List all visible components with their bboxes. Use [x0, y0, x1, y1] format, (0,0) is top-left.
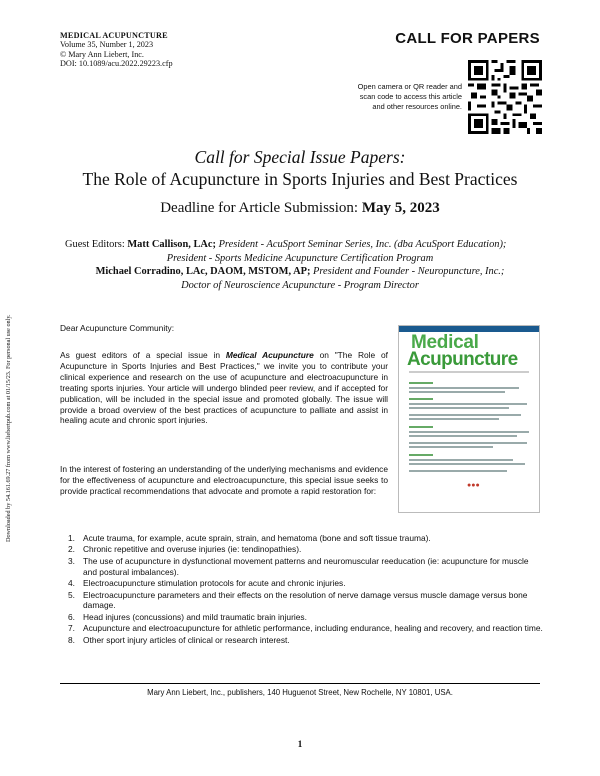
cover-toc-line — [409, 459, 513, 461]
journal-cover-image — [398, 325, 540, 513]
editor-line — [60, 279, 540, 293]
list-item — [64, 578, 544, 589]
list-text: Electroacupuncture stimulation protocols for acute and chronic injuries. — [83, 578, 346, 589]
list-text: Electroacupuncture parameters and their effects on the resolution of nerve damage versus muscle damage versus bone damage. — [83, 589, 528, 611]
scope-paragraph: In the interest of fostering an understanding of the underlying mechanisms and evidence for the effectiveness of acupuncture and electroacupuncture, this special issue seeks to provide practical recommendations that advocate and promote a rapid restoration for: — [60, 464, 388, 496]
qr-note-line: and other resources online. — [372, 101, 462, 111]
cover-publisher-logo: ●●● — [467, 482, 480, 489]
cover-toc-line — [409, 446, 493, 448]
cover-title-bottom: Acupuncture — [407, 349, 518, 370]
list-number: 6. — [68, 611, 75, 622]
call-for-papers-heading: CALL FOR PAPERS — [395, 30, 540, 47]
cover-toc-line — [409, 463, 525, 465]
cover-toc-line — [409, 414, 521, 416]
editor-role: Doctor of Neuroscience Acupuncture - Program Director — [181, 279, 419, 291]
list-item — [64, 635, 544, 646]
special-issue-call: Call for Special Issue Papers: — [194, 147, 406, 167]
footer-divider — [60, 683, 540, 684]
list-number: 3. — [68, 555, 75, 566]
journal-copyright: © Mary Ann Liebert, Inc. — [60, 49, 144, 59]
editor-line — [60, 265, 540, 279]
list-text: Other sport injury articles of clinical or research interest. — [83, 634, 290, 645]
list-number: 8. — [68, 634, 75, 645]
qr-instructions — [340, 82, 462, 111]
cover-toc-line — [409, 403, 527, 405]
list-number: 5. — [68, 589, 75, 600]
cover-toc-line — [409, 431, 529, 433]
page-number: 1 — [297, 740, 303, 750]
title-block — [60, 147, 540, 217]
qr-code-icon[interactable] — [468, 60, 542, 134]
list-text: Acupuncture and electroacupuncture for athletic performance, including endurance, healing and recovery, and reaction time. — [83, 623, 543, 634]
cover-toc-line — [409, 407, 509, 409]
topics-list — [64, 533, 544, 646]
list-number: 2. — [68, 544, 75, 555]
list-text: Chronic repetitive and overuse injuries (ie: tendinopathies). — [83, 544, 302, 555]
journal-name: MEDICAL ACUPUNCTURE — [60, 31, 168, 40]
cover-title-top: Medical — [411, 332, 479, 353]
cover-section-heading — [409, 426, 433, 428]
journal-volume: Volume 35, Number 1, 2023 — [60, 40, 154, 50]
deadline-label: Deadline for Article Submission: — [160, 200, 359, 216]
qr-note-line: scan code to access this article — [359, 91, 462, 101]
list-number: 1. — [68, 533, 75, 543]
list-text: Acute trauma, for example, acute sprain, strain, and hematoma (bone and soft tissue trauma). — [83, 533, 431, 543]
intro-text: As guest editors of a special issue in — [60, 350, 226, 360]
qr-note-line: Open camera or QR reader and — [357, 82, 462, 91]
list-item — [64, 544, 544, 555]
cover-section-heading — [409, 382, 433, 384]
download-note: Downloaded by 54.161.69.27 from www.liebertpub.com at 01/15/23. For personal use only. — [5, 314, 12, 542]
list-item — [64, 623, 544, 634]
cover-toc-line — [409, 387, 519, 389]
list-number: 4. — [68, 578, 75, 589]
publisher-address: Mary Ann Liebert, Inc., publishers, 140 Huguenot Street, New Rochelle, NY 10801, USA. — [147, 688, 453, 697]
list-item — [64, 612, 544, 623]
deadline-date: May 5, 2023 — [361, 200, 440, 216]
cover-toc-line — [409, 391, 505, 393]
intro-text: on "The Role of Acupuncture in Sports Injuries and Best Practices," we invite you to contribute your clinical experience and research on the use of acupuncture and electroacupuncture in treating sports injuries. Your article will undergo blinded peer review, and if accepted for publication, will be included in the special issue and promoted globally. The issue will provide a broad overview of the best practices of acupuncture to palliate and assist in healing acute and chronic sport injuries. — [60, 350, 388, 426]
greeting: Dear Acupuncture Community: — [60, 323, 175, 333]
cover-toc-line — [409, 442, 527, 444]
journal-reference: Medical Acupuncture — [225, 350, 314, 360]
issue-title: The Role of Acupuncture in Sports Injuries and Best Practices — [82, 169, 518, 189]
list-item — [64, 556, 544, 578]
editor-role: President - AcuSport Seminar Series, Inc. (dba AcuSport Education); — [218, 239, 507, 250]
submission-deadline — [60, 199, 540, 217]
download-watermark — [2, 262, 14, 542]
guest-editors — [60, 238, 540, 292]
editor-name: Matt Callison, LAc; — [127, 239, 216, 250]
cover-section-heading — [409, 454, 433, 456]
journal-info — [60, 31, 173, 69]
list-text: The use of acupuncture in dysfunctional movement patterns and neuromuscular reeducation (ie: acupuncture for muscle and postural imbalances). — [83, 555, 529, 577]
cover-toc-line — [409, 418, 499, 420]
list-number: 7. — [68, 623, 75, 634]
cover-subtitle-bar — [409, 371, 529, 373]
list-item — [64, 533, 544, 544]
journal-doi: DOI: 10.1089/acu.2022.29223.cfp — [60, 59, 173, 69]
editor-role: President and Founder - Neuropuncture, Inc.; — [313, 266, 505, 278]
cover-toc-line — [409, 470, 507, 472]
editor-line — [60, 252, 540, 266]
list-item — [64, 590, 544, 612]
editor-line — [60, 238, 540, 252]
editor-role: President - Sports Medicine Acupuncture Certification Program — [166, 252, 434, 264]
cover-section-heading — [409, 398, 433, 400]
cover-toc-line — [409, 435, 517, 437]
editor-name: Michael Corradino, LAc, DAOM, MSTOM, AP; — [95, 266, 311, 278]
intro-paragraph — [60, 350, 388, 426]
list-text: Head injures (concussions) and mild traumatic brain injuries. — [83, 611, 307, 622]
guest-editors-label: Guest Editors: — [65, 239, 125, 250]
